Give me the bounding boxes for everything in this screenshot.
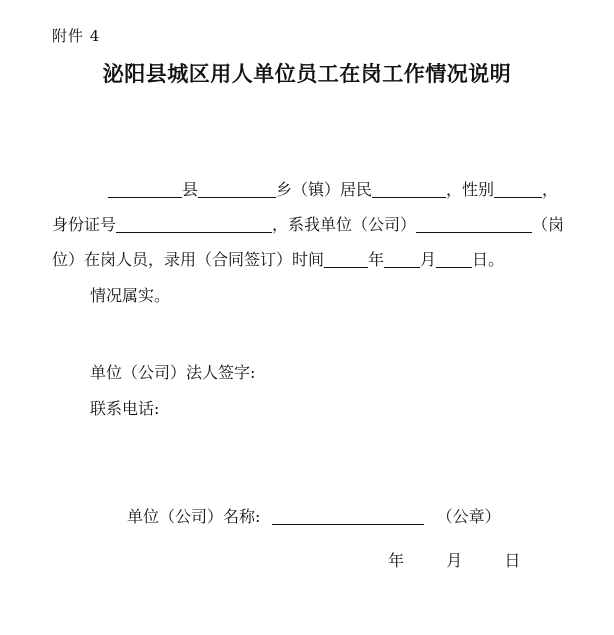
- comma-text: ，: [542, 180, 559, 199]
- blank-unit-name-footer[interactable]: [272, 508, 424, 525]
- footer-year: 年: [388, 551, 405, 570]
- blank-gender[interactable]: [494, 181, 542, 198]
- blank-unit-name[interactable]: [416, 216, 532, 233]
- unit-name-row: [127, 507, 501, 527]
- gender-text: ，性别: [446, 180, 495, 199]
- blank-day[interactable]: [436, 251, 472, 268]
- post-open-text: （岗: [532, 215, 565, 234]
- footer-date: [388, 548, 520, 571]
- legal-person-signature-label: 单位（公司）法人签字:: [90, 363, 256, 382]
- attachment-label: 附件 4: [52, 27, 101, 45]
- footer-day: 日: [504, 551, 521, 570]
- county-text: 县: [182, 180, 199, 199]
- town-text: 乡（镇）居民: [276, 180, 373, 199]
- phone-label: 联系电话:: [90, 399, 160, 418]
- body-line-3: [52, 250, 504, 270]
- footer-month: 月: [446, 551, 463, 570]
- confirm-text: 情况属实。: [90, 286, 171, 305]
- id-label: 身份证号: [52, 215, 117, 234]
- body-line-1: [108, 180, 558, 200]
- month-text: 月: [420, 250, 437, 269]
- unit-name-label: 单位（公司）名称:: [127, 507, 261, 526]
- page-title: 泌阳县城区用人单位员工在岗工作情况说明: [102, 62, 512, 86]
- year-text: 年: [368, 250, 385, 269]
- blank-month[interactable]: [384, 251, 420, 268]
- unit-label: ，系我单位（公司）: [272, 215, 417, 234]
- seal-label: （公章）: [436, 507, 501, 526]
- blank-town[interactable]: [198, 181, 276, 198]
- blank-year[interactable]: [324, 251, 368, 268]
- body-line-2: [52, 215, 564, 235]
- day-text: 日。: [472, 250, 505, 269]
- post-close-text: 位）在岗人员，录用（合同签订）时间: [52, 250, 325, 269]
- blank-id-number[interactable]: [116, 216, 272, 233]
- blank-county[interactable]: [108, 181, 182, 198]
- blank-resident[interactable]: [372, 181, 446, 198]
